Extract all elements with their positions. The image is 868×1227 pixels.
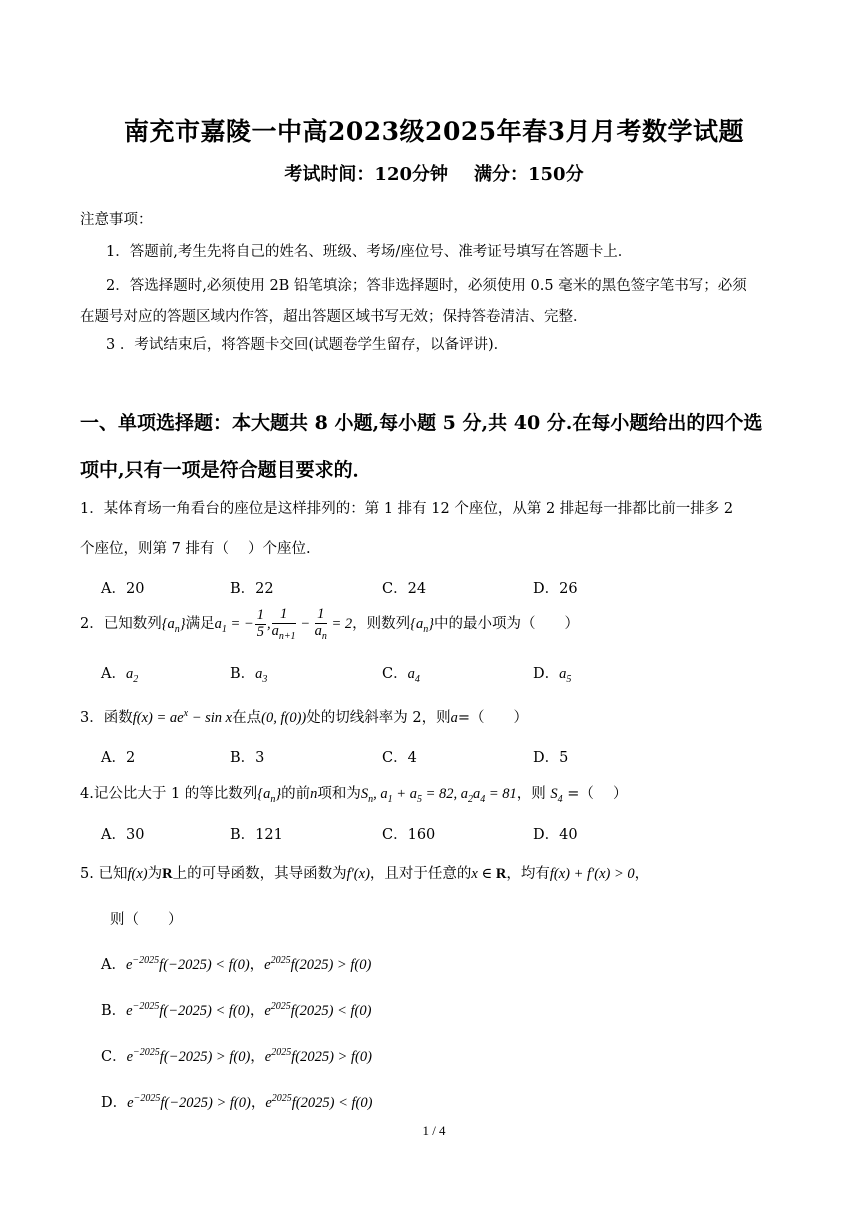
notice-item-3: 3 ．考试结束后，将答题卡交回(试题卷学生留存，以备评讲)． xyxy=(106,337,509,353)
q4-option-a: A．30 xyxy=(101,827,145,843)
q3-option-d: D．5 xyxy=(533,750,569,766)
q1-stem-line-2: 个座位，则第 7 排有（ ）个座位. xyxy=(80,541,311,557)
q2-stem: 2．已知数列$\{a_n\}$满足$a_1$ = − $\frac{1}{5}$ , $\frac{1}{a_{n+1}}$ − $\frac{1}{a_n}$ = 2，则数列$\{a_n\}$中的最小项为（ ） xyxy=(80,606,580,642)
q3-option-b: B．3 xyxy=(230,750,265,766)
q4-option-d: D．40 xyxy=(533,827,578,843)
q2-option-d: D．$a_5$ xyxy=(533,666,572,685)
q5-option-b: B．$e^{-2025}f(-2025) < f(0)$，$e^{2025}f(2025) < f(0)$ xyxy=(101,1001,372,1019)
exam-subtitle xyxy=(0,160,868,186)
notice-heading: 注意事项： xyxy=(80,212,153,228)
q2-option-b: B．$a_3$ xyxy=(230,666,268,685)
q3-function: $f(x) = ae^x - \sin x$ xyxy=(132,708,233,726)
q1-option-b: B．22 xyxy=(230,581,274,597)
q3-option-a: A．2 xyxy=(101,750,136,766)
q3-option-c: C．4 xyxy=(382,750,417,766)
q5-option-c: C．$e^{-2025}f(-2025) > f(0)$，$e^{2025}f(2025) > f(0)$ xyxy=(101,1047,372,1065)
q4-option-c: C．160 xyxy=(382,827,436,843)
q5-stem-line-2: 则（ ） xyxy=(110,912,183,928)
q3-point: (0, f(0)) xyxy=(261,710,307,726)
q1-option-c: C．24 xyxy=(382,581,427,597)
q1-option-d: D．26 xyxy=(533,581,578,597)
notice-item-2-line-1: 2．答选择题时,必须使用 2B 铅笔填涂；答非选择题时，必须使用 0.5 毫米的黑色签字笔书写；必须 xyxy=(106,278,747,294)
q3-stem: 3．函数$f(x) = ae^x - \sin x$在点(0, f(0))处的切线斜率为 2，则a=（ ） xyxy=(80,708,528,726)
exam-title: 南充市嘉陵一中高2023级2025年春3月月考数学试题 xyxy=(123,117,745,146)
q4-option-b: B．121 xyxy=(230,827,283,843)
full-score: 满分：150分 xyxy=(474,164,584,185)
section-1-heading-line-1: 一、单项选择题：本大题共 8 小题,每小题 5 分,共 40 分.在每小题给出的四个选 xyxy=(80,412,763,434)
notice-item-1: 1．答题前,考生先将自己的姓名、班级、考场/座位号、准考证号填写在答题卡上． xyxy=(106,244,633,260)
page-number: 1 / 4 xyxy=(422,1123,446,1138)
q4-condition: $S_n$, $a_1 + a_5 = 82$, $a_2a_4 = 81$ xyxy=(360,786,517,805)
q5-option-d: D．$e^{-2025}f(-2025) > f(0)$，$e^{2025}f(2025) < f(0)$ xyxy=(101,1093,373,1111)
exam-time: 考试时间：120分钟 xyxy=(284,164,448,185)
q5-option-a: A．$e^{-2025}f(-2025) < f(0)$，$e^{2025}f(2025) > f(0)$ xyxy=(101,955,372,973)
q2-option-c: C．$a_4$ xyxy=(382,666,420,685)
section-1-heading-line-2: 项中,只有一项是符合题目要求的． xyxy=(80,459,372,481)
q1-stem-line-1: 1．某体育场一角看台的座位是这样排列的：第 1 排有 12 个座位，从第 2 排起每一排都比前一排多 2 xyxy=(80,501,734,517)
notice-item-2-line-2: 在题号对应的答题区域内作答，超出答题区域书写无效；保持答卷清洁、完整． xyxy=(80,309,588,325)
q4-stem: 4.记公比大于 1 的等比数列$\{a_n\}$的前n项和为$S_n$, $a_1 + a_5 = 82$, $a_2a_4 = 81$，则 $S_4$ =（ ） xyxy=(80,786,628,805)
q2-condition: $a_1$ = − $\frac{1}{5}$ , $\frac{1}{a_{n+1}}$ − $\frac{1}{a_n}$ = 2 xyxy=(214,606,353,642)
q5-stem-line-1: 5. 已知f(x)为R上的可导函数，其导函数为f′(x)，且对于任意的x ∈ R，均有f(x) + f′(x) > 0， xyxy=(80,866,650,882)
q2-option-a: A．$a_2$ xyxy=(101,666,139,685)
q1-option-a: A．20 xyxy=(101,581,145,597)
q2-sequence: $\{a_n\}$ xyxy=(161,615,186,635)
